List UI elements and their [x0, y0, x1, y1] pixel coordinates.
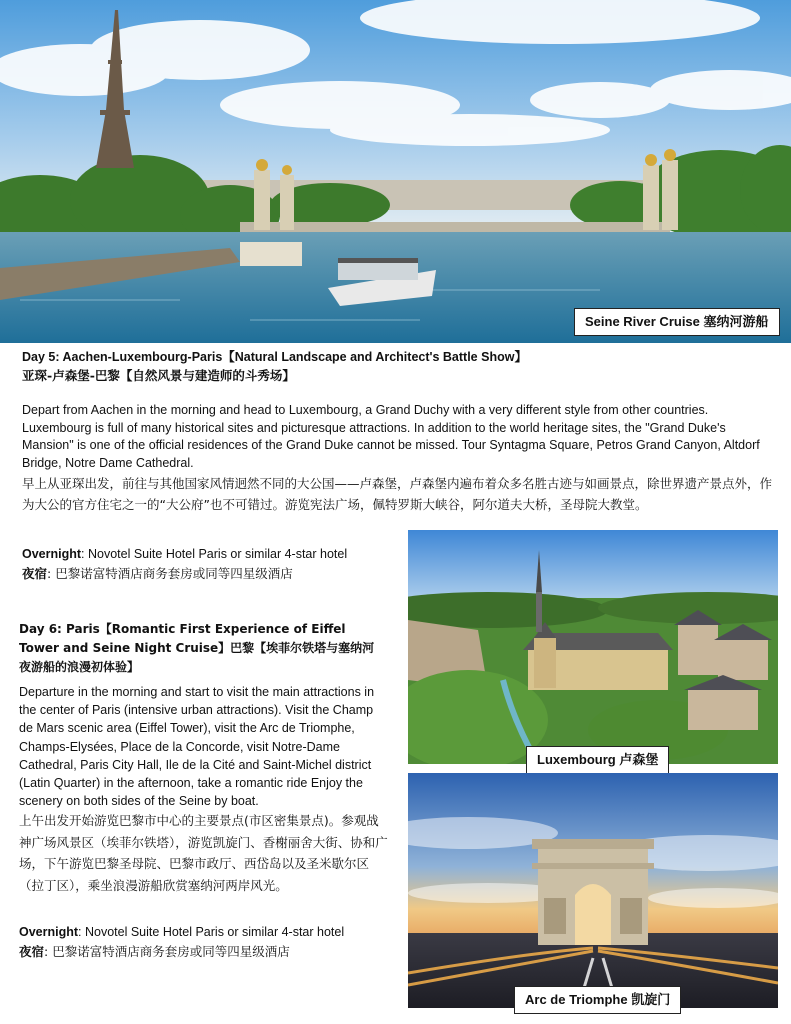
overnight-hotel-zh: : 巴黎诺富特酒店商务套房或同等四星级酒店 — [44, 944, 290, 959]
overnight-hotel: : Novotel Suite Hotel Paris or similar 4-star hotel — [78, 925, 345, 939]
day5-description-en: Depart from Aachen in the morning and head to Luxembourg, a Grand Duchy with a very different style from other countries. Luxembourg is full of many historical sites and picturesque attractions. In addition to the world heritage sites, the "Grand Duke's Mansion" is one of the official residences of the Grand Duke cannot be missed. Tour Syntagma Square, Petros Grand Canyon, Altdorf Bridge, Notre Dame Cathedral. — [22, 403, 760, 470]
overnight-label-zh: 夜宿 — [22, 566, 48, 581]
overnight-label: Overnight — [22, 547, 82, 561]
day5-overnight — [22, 546, 402, 564]
day5-title-en: Day 5: Aachen-Luxembourg-Paris【Natural Landscape and Architect's Battle Show】 — [22, 350, 527, 364]
arc-de-triomphe-photo — [408, 773, 778, 1008]
day5-description-zh: 早上从亚琛出发，前往与其他国家风情迥然不同的大公国——卢森堡，卢森堡内遍布着众多名胜古迹与如画景点，除世界遗产景点外，作为大公的官方住宅之一的“大公府”也不可错过。游览宪法广场，佩特罗斯大峡谷，阿尔道夫大桥，圣母院大教堂。 — [22, 476, 773, 512]
day6-description-en: Departure in the morning and start to visit the main attractions in the center of Paris (intensive urban attractions). Visit the Champ de Mars scenic area (Eiffel Tower), visit the Arc de Triomphe, Champs-Elysées, Place de la Concorde, visit Notre-Dame Cathedral, Paris City Hall, Ile de la Cité and Saint-Michel district (Latin Quarter) in the afternoon, take a romantic ride Enjoy the scenery on both sides of the Seine by boat. — [19, 685, 375, 809]
overnight-label: Overnight — [19, 925, 79, 939]
luxembourg-photo — [408, 530, 778, 764]
day6-description-zh: 上午出发开始游览巴黎市中心的主要景点(市区密集景点)。参观战神广场风景区（埃菲尔铁塔），游览凯旋门、香榭丽舍大街、协和广场，下午游览巴黎圣母院、巴黎市政厅、西岱岛以及圣米歇尔区（拉丁区），乘坐浪漫游船欣赏塞纳河两岸风光。 — [19, 813, 388, 893]
seine-photo-caption: Seine River Cruise 塞纳河游船 — [574, 308, 780, 336]
arc-de-triomphe-caption: Arc de Triomphe 凯旋门 — [514, 986, 681, 1014]
overnight-hotel: : Novotel Suite Hotel Paris or similar 4-star hotel — [81, 547, 348, 561]
overnight-hotel-zh: : 巴黎诺富特酒店商务套房或同等四星级酒店 — [47, 566, 293, 581]
seine-river-photo — [0, 0, 791, 343]
day5-overnight-zh — [22, 564, 402, 585]
luxembourg-illustration — [408, 530, 778, 764]
day6-title: Day 6: Paris【Romantic First Experience of Eiffel Tower and Seine Night Cruise】巴黎【埃菲尔铁塔与塞纳河夜游船的浪漫初体验】 — [19, 622, 375, 674]
day6-overnight — [19, 924, 399, 942]
day6-overnight-zh — [19, 942, 399, 963]
seine-river-illustration — [0, 0, 791, 343]
day5-title-zh: 亚琛-卢森堡-巴黎【自然风景与建造师的斗秀场】 — [22, 368, 295, 383]
luxembourg-caption: Luxembourg 卢森堡 — [526, 746, 669, 774]
overnight-label-zh: 夜宿 — [19, 944, 45, 959]
arc-de-triomphe-illustration — [408, 773, 778, 1008]
